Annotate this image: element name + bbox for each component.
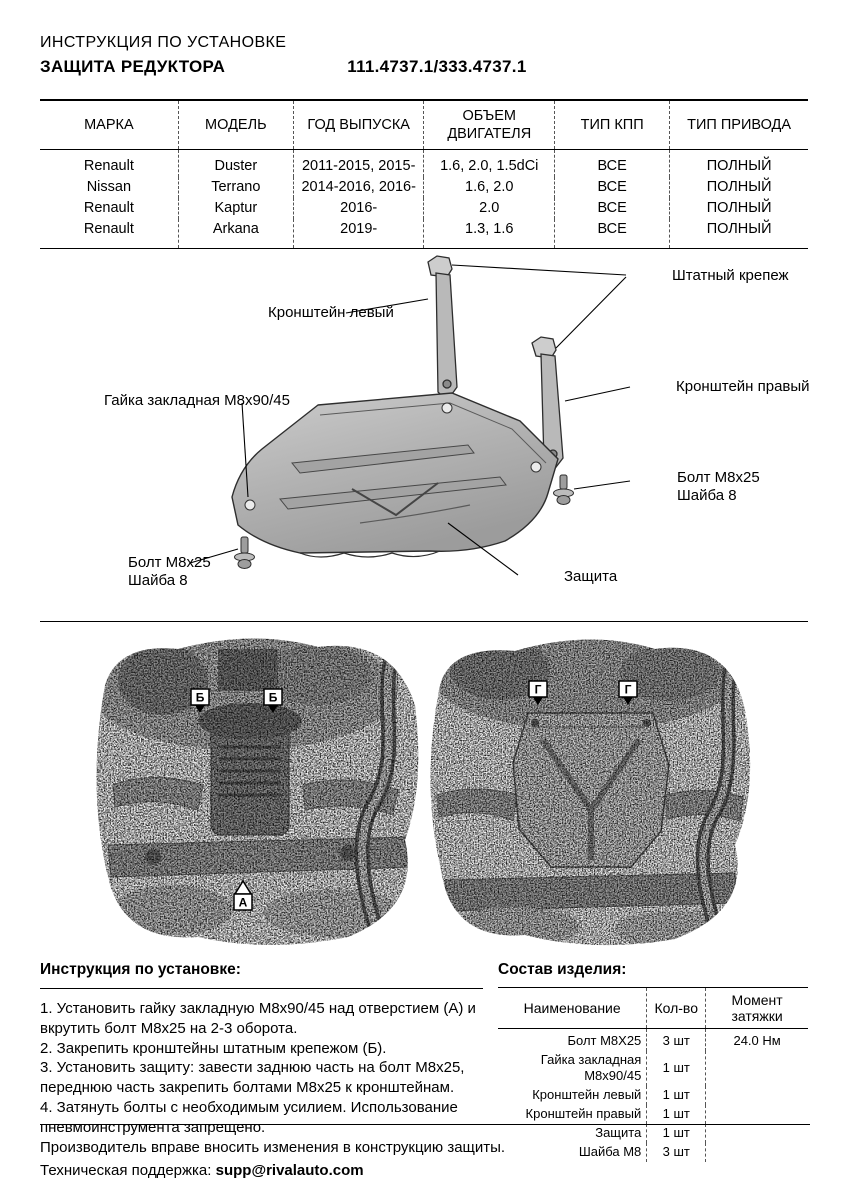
cell: Kaptur bbox=[178, 198, 293, 219]
label-bolt-washer-right bbox=[677, 469, 760, 507]
cell: 2019- bbox=[293, 219, 424, 248]
cell: Renault bbox=[83, 158, 134, 175]
product-title: ЗАЩИТА РЕДУКТОРА bbox=[40, 57, 226, 76]
header-cell: ОБЪЕМ ДВИГАТЕЛЯ bbox=[424, 100, 555, 150]
parts-title: Состав изделия: bbox=[498, 960, 627, 978]
instructions-title: Инструкция по установке: bbox=[40, 960, 241, 978]
cell: Nissan bbox=[86, 179, 132, 196]
cell: ПОЛНЫЙ bbox=[670, 177, 808, 198]
cell: ПОЛНЫЙ bbox=[670, 150, 808, 177]
header-cell: МАРКА bbox=[40, 100, 178, 150]
marker-letter: Б bbox=[195, 690, 205, 705]
table-row bbox=[40, 219, 808, 248]
cell: 1.6, 2.0, 1.5dCi bbox=[424, 150, 555, 177]
cell: Гайка закладная М8х90/45 bbox=[540, 1051, 642, 1084]
cell: 1.6, 2.0 bbox=[424, 177, 555, 198]
table-row bbox=[498, 1028, 808, 1050]
instructions-divider bbox=[40, 988, 483, 989]
cell bbox=[706, 1051, 808, 1087]
label-bracket-right: Кронштейн правый bbox=[676, 377, 810, 395]
cell: ПОЛНЫЙ bbox=[670, 219, 808, 248]
cell: Кронштейн правый bbox=[525, 1106, 642, 1122]
cell: Renault bbox=[83, 199, 134, 216]
label-bolt: Болт М8х25 bbox=[128, 553, 211, 571]
cell: ВСЕ bbox=[555, 198, 670, 219]
cell: Renault bbox=[83, 220, 134, 237]
table-row bbox=[498, 1086, 808, 1105]
header-cell: Кол-во bbox=[647, 987, 706, 1028]
footer-disclaimer: Производитель вправе вносить изменения в конструкцию защиты. bbox=[40, 1139, 506, 1156]
cell: 3 шт bbox=[647, 1028, 706, 1050]
cell: 2011-2015, 2015- bbox=[293, 150, 424, 177]
cell: ВСЕ bbox=[555, 150, 670, 177]
marker-letter: Г bbox=[534, 682, 542, 697]
cell: 3 шт bbox=[647, 1143, 706, 1162]
part-numbers: 111.4737.1/333.4737.1 bbox=[347, 57, 527, 76]
cell: Кронштейн левый bbox=[532, 1087, 642, 1103]
table-row bbox=[498, 1051, 808, 1087]
instruction-step: 3. Установить защиту: завести заднюю часть на болт М8х25, переднюю часть закрепить болтами М8х25 к кронштейнам. bbox=[40, 1059, 465, 1097]
cell: Duster bbox=[178, 150, 293, 177]
header-cell: ГОД ВЫПУСКА bbox=[293, 100, 424, 150]
header-cell: ТИП КПП bbox=[555, 100, 670, 150]
header-cell: Наименование bbox=[498, 987, 647, 1028]
table-header-row bbox=[40, 100, 808, 150]
cell: Terrano bbox=[178, 177, 293, 198]
table-row bbox=[498, 1105, 808, 1124]
cell: 1 шт bbox=[647, 1124, 706, 1143]
label-bolt-washer-left bbox=[128, 554, 211, 592]
installation-photos bbox=[40, 635, 808, 947]
marker-letter: Б bbox=[268, 690, 278, 705]
marker-letter: Г bbox=[624, 682, 632, 697]
footer bbox=[40, 1124, 810, 1183]
instruction-step: 4. Затянуть болты с необходимым усилием. Использование пневмоинструмента запрещено. bbox=[40, 1099, 458, 1137]
cell: 1 шт bbox=[647, 1105, 706, 1124]
cell: 24.0 Нм bbox=[706, 1028, 808, 1050]
label-bolt: Болт М8х25 bbox=[677, 468, 760, 486]
cell: 1 шт bbox=[647, 1051, 706, 1087]
label-washer: Шайба 8 bbox=[128, 572, 188, 590]
label-standard-fastener: Штатный крепеж bbox=[672, 266, 789, 284]
cell: 2016- bbox=[293, 198, 424, 219]
cell bbox=[706, 1105, 808, 1124]
cell: Болт М8Х25 bbox=[567, 1032, 642, 1048]
header bbox=[40, 34, 808, 77]
cell: 2.0 bbox=[424, 198, 555, 219]
cell: 1.3, 1.6 bbox=[424, 219, 555, 248]
cell: ВСЕ bbox=[555, 219, 670, 248]
cell: ВСЕ bbox=[555, 177, 670, 198]
label-plate: Защита bbox=[564, 567, 618, 585]
cell: Защита bbox=[595, 1125, 642, 1141]
instruction-step: 2. Закрепить кронштейны штатным крепежом (Б). bbox=[40, 1039, 387, 1057]
plate-drawing bbox=[232, 393, 558, 557]
photo-before-install bbox=[92, 635, 424, 947]
photo-content bbox=[425, 635, 755, 947]
exploded-diagram bbox=[40, 253, 808, 621]
cell: ПОЛНЫЙ bbox=[670, 198, 808, 219]
label-bracket-left: Кронштейн левый bbox=[268, 303, 394, 321]
photo-installed bbox=[424, 635, 756, 947]
table-row bbox=[40, 198, 808, 219]
cell: 1 шт bbox=[647, 1086, 706, 1105]
cell: Шайба М8 bbox=[578, 1143, 642, 1159]
cell: 2014-2016, 2016- bbox=[293, 177, 424, 198]
header-cell: ТИП ПРИВОДА bbox=[670, 100, 808, 150]
bolt-right-drawing bbox=[554, 475, 574, 505]
footer-support-line bbox=[40, 1159, 810, 1182]
instruction-step: 1. Установить гайку закладную М8х90/45 над отверстием (А) и вкрутить болт М8х25 на 2-3 оборота. bbox=[40, 999, 476, 1037]
header-cell: Момент затяжки bbox=[706, 987, 808, 1028]
support-email: supp@rivalauto.com bbox=[215, 1162, 364, 1180]
cell bbox=[706, 1086, 808, 1105]
fitment-table bbox=[40, 99, 808, 249]
table-header-row bbox=[498, 987, 808, 1028]
document-title: ИНСТРУКЦИЯ ПО УСТАНОВКЕ bbox=[40, 34, 287, 51]
bracket-left-drawing bbox=[428, 256, 457, 401]
header-cell: МОДЕЛЬ bbox=[178, 100, 293, 150]
bolt-left-drawing bbox=[235, 537, 255, 569]
label-washer: Шайба 8 bbox=[677, 487, 737, 505]
cell: Arkana bbox=[178, 219, 293, 248]
section-divider bbox=[40, 621, 808, 622]
support-label: Техническая поддержка: bbox=[40, 1162, 216, 1180]
table-row bbox=[40, 150, 808, 177]
photo-content bbox=[92, 635, 423, 947]
table-row bbox=[40, 177, 808, 198]
label-embedded-nut: Гайка закладная М8х90/45 bbox=[104, 391, 290, 409]
marker-letter: А bbox=[238, 895, 248, 910]
